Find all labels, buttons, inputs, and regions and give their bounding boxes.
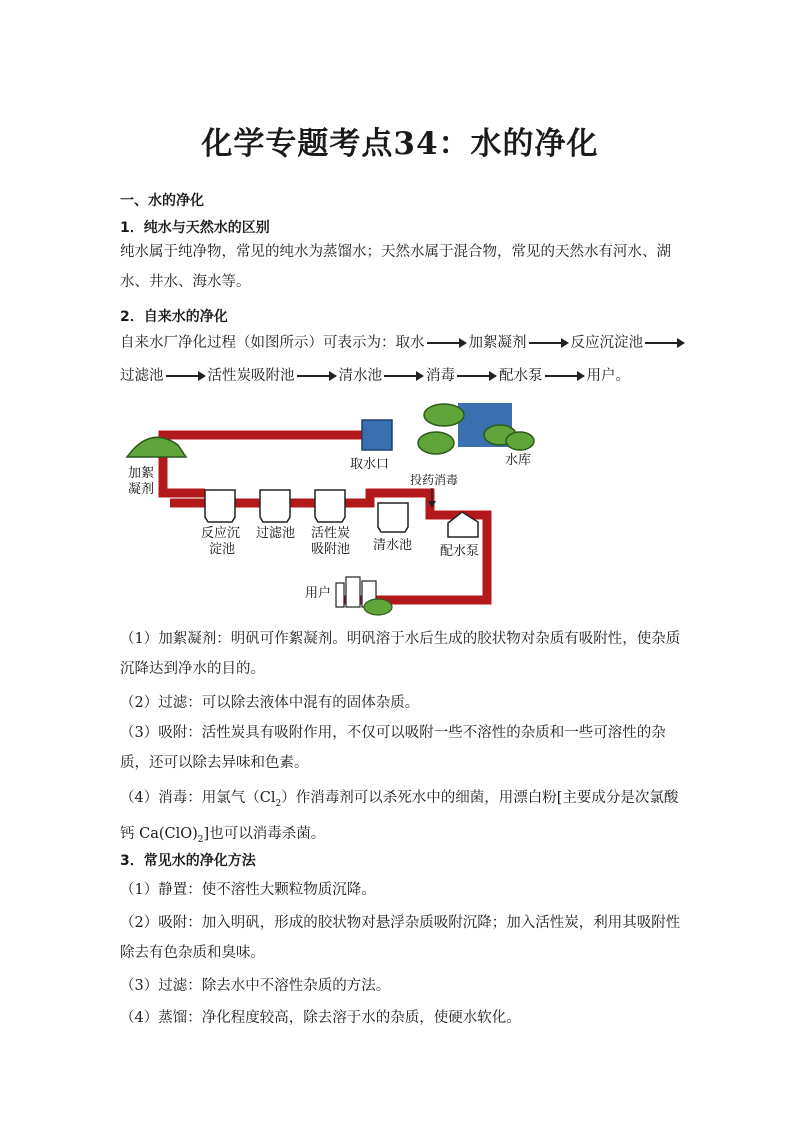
clear-tank-icon (378, 503, 408, 532)
method-filter: （3）过滤：除去水中不溶性杂质的方法。 (120, 978, 391, 994)
note-adsorb: （3）吸附：活性炭具有吸附作用，不仅可以吸附一些不溶性的杂质和一些可溶性的杂质，还可以除去异味和色素。 (120, 725, 666, 771)
note-disinfect-sub: 2 (275, 798, 282, 809)
note-disinfect-sub2: 2 (197, 834, 204, 845)
disinfect-label: 投药消毒 (410, 473, 459, 487)
carbon-label-1: 活性炭 (311, 526, 351, 541)
flocculant-label-1: 加絮 (128, 466, 155, 481)
process-flow-line-1 (120, 328, 690, 358)
arrow-icon (297, 371, 337, 381)
flow-step: 过滤池 (120, 368, 164, 384)
arrow-icon (457, 371, 497, 381)
flow-step: 加絮凝剂 (468, 335, 527, 351)
user-label: 用户 (305, 586, 332, 601)
clear-label: 清水池 (373, 538, 413, 553)
page-title: 化学专题考点34：水的净化 (201, 126, 599, 162)
arrow-icon (166, 371, 206, 381)
arrow-icon (645, 338, 685, 348)
subsection-heading-2: 2．自来水的净化 (120, 309, 228, 325)
note-filter: （2）过滤：可以除去液体中混有的固体杂质。 (120, 695, 420, 711)
flow-step: 反应沉淀池 (570, 335, 643, 351)
sediment-label-2: 淀池 (209, 542, 236, 557)
note-disinfect (120, 783, 690, 855)
process-flow-line-2 (120, 361, 690, 391)
arrow-icon (529, 338, 569, 348)
subsection-heading-3: 3．常见水的净化方法 (120, 853, 256, 869)
reservoir-icon (418, 403, 534, 454)
flow-step: 用户。 (586, 368, 630, 384)
subsection-heading-1: 1．纯水与天然水的区别 (120, 220, 270, 236)
pump-label: 配水泵 (440, 544, 480, 559)
method-settle: （1）静置：使不溶性大颗粒物质沉降。 (120, 882, 376, 898)
sediment-tank-icon (205, 490, 235, 522)
note-flocculant: （1）加絮凝剂：明矾可作絮凝剂。明矾溶于水后生成的胶状物对杂质有吸附性，使杂质沉降达到净水的目的。 (120, 631, 681, 677)
sediment-label-1: 反应沉 (201, 526, 241, 541)
flow-step: 活性炭吸附池 (207, 368, 295, 384)
intake-icon (362, 420, 392, 450)
note-disinfect-a: （4）消毒：用氯气（Cl (120, 790, 276, 806)
reservoir-label: 水库 (505, 453, 532, 468)
section-heading: 一、水的净化 (120, 193, 204, 209)
note-disinfect-d: ]也可以消毒杀菌。 (203, 825, 326, 842)
intake-label: 取水口 (350, 457, 390, 472)
method-adsorb: （2）吸附：加入明矾，形成的胶状物对悬浮杂质吸附沉降；加入活性炭，利用其吸附性除去有色杂质和臭味。 (120, 915, 681, 961)
arrow-icon (545, 371, 585, 381)
flow-step: 取水 (395, 335, 425, 351)
flow-step: 配水泵 (499, 368, 543, 384)
flow-step: 清水池 (338, 368, 382, 384)
paragraph-pure-water: 纯水属于纯净物，常见的纯水为蒸馏水；天然水属于混合物，常见的天然水有河水、湖水、井水、海水等。 (120, 244, 671, 290)
filter-tank-icon (260, 490, 290, 522)
flow-step: 消毒 (426, 368, 455, 384)
filter-label: 过滤池 (256, 526, 296, 541)
arrow-icon (384, 371, 424, 381)
carbon-label-2: 吸附池 (311, 542, 351, 557)
flocculant-label-2: 凝剂 (128, 482, 155, 497)
arrow-icon (427, 338, 467, 348)
carbon-tank-icon (315, 490, 345, 522)
note-disinfect-b: ）作消毒剂可以杀死水中的细菌，用漂白粉[主要成分是次氯酸钙 (120, 790, 679, 842)
method-distill: （4）蒸馏：净化程度较高，除去溶于水的杂质，使硬水软化。 (120, 1010, 521, 1026)
flocculant-icon (127, 437, 186, 457)
water-purification-diagram (0, 395, 800, 625)
flow-intro: 自来水厂净化过程（如图所示）可表示为： (120, 335, 396, 351)
note-disinfect-c: Ca(ClO) (139, 825, 198, 842)
